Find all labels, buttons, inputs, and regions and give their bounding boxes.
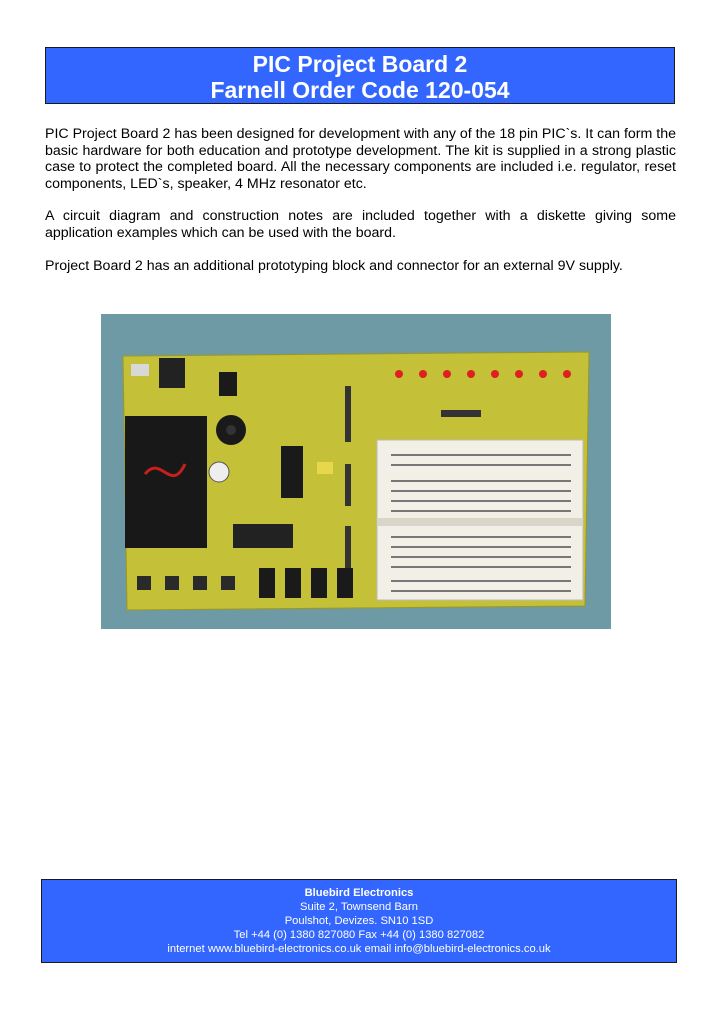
order-code: Farnell Order Code 120-054 [210,77,510,103]
resonator [317,462,333,474]
pin-header-1 [345,386,351,442]
address-line-2: Poulshot, Devizes. SN10 1SD [284,915,434,927]
intro-paragraph: PIC Project Board 2 has been designed for development with any of the 18 pin PIC`s. It can form the basic hardware for both education and prototype development. The kit is supplied in a strong plastic case to protect the completed board. All the necessary components are included i.e. regulator, reset components, LED`s, speaker, 4 MHz resonator etc. [45,126,676,192]
features-paragraph: Project Board 2 has an additional prototyping block and connector for an external 9V supply. [45,258,623,274]
dc-jack [159,358,185,388]
web-email: internet www.bluebird-electronics.co.uk email info@bluebird-electronics.co.uk [167,943,551,955]
address-line-1: Suite 2, Townsend Barn [300,901,418,913]
potentiometer [209,462,229,482]
page-title: PIC Project Board 2 [252,51,468,77]
title-banner [45,47,675,104]
phone-fax: Tel +44 (0) 1380 827080 Fax +44 (0) 1380 827082 [233,929,485,941]
power-connector [131,364,149,376]
ic-header [233,524,293,548]
contact-footer [41,879,677,963]
company-name: Bluebird Electronics [304,887,414,899]
contents-paragraph: A circuit diagram and construction notes are included together with a diskette giving some application examples which can be used with the board. [45,208,676,241]
pin-header-4 [441,410,481,417]
power-switch [219,372,237,396]
board-photo [101,314,611,629]
pin-header-3 [345,526,351,568]
battery-holder [125,416,207,548]
pic-socket [281,446,303,498]
pin-header-2 [345,464,351,506]
